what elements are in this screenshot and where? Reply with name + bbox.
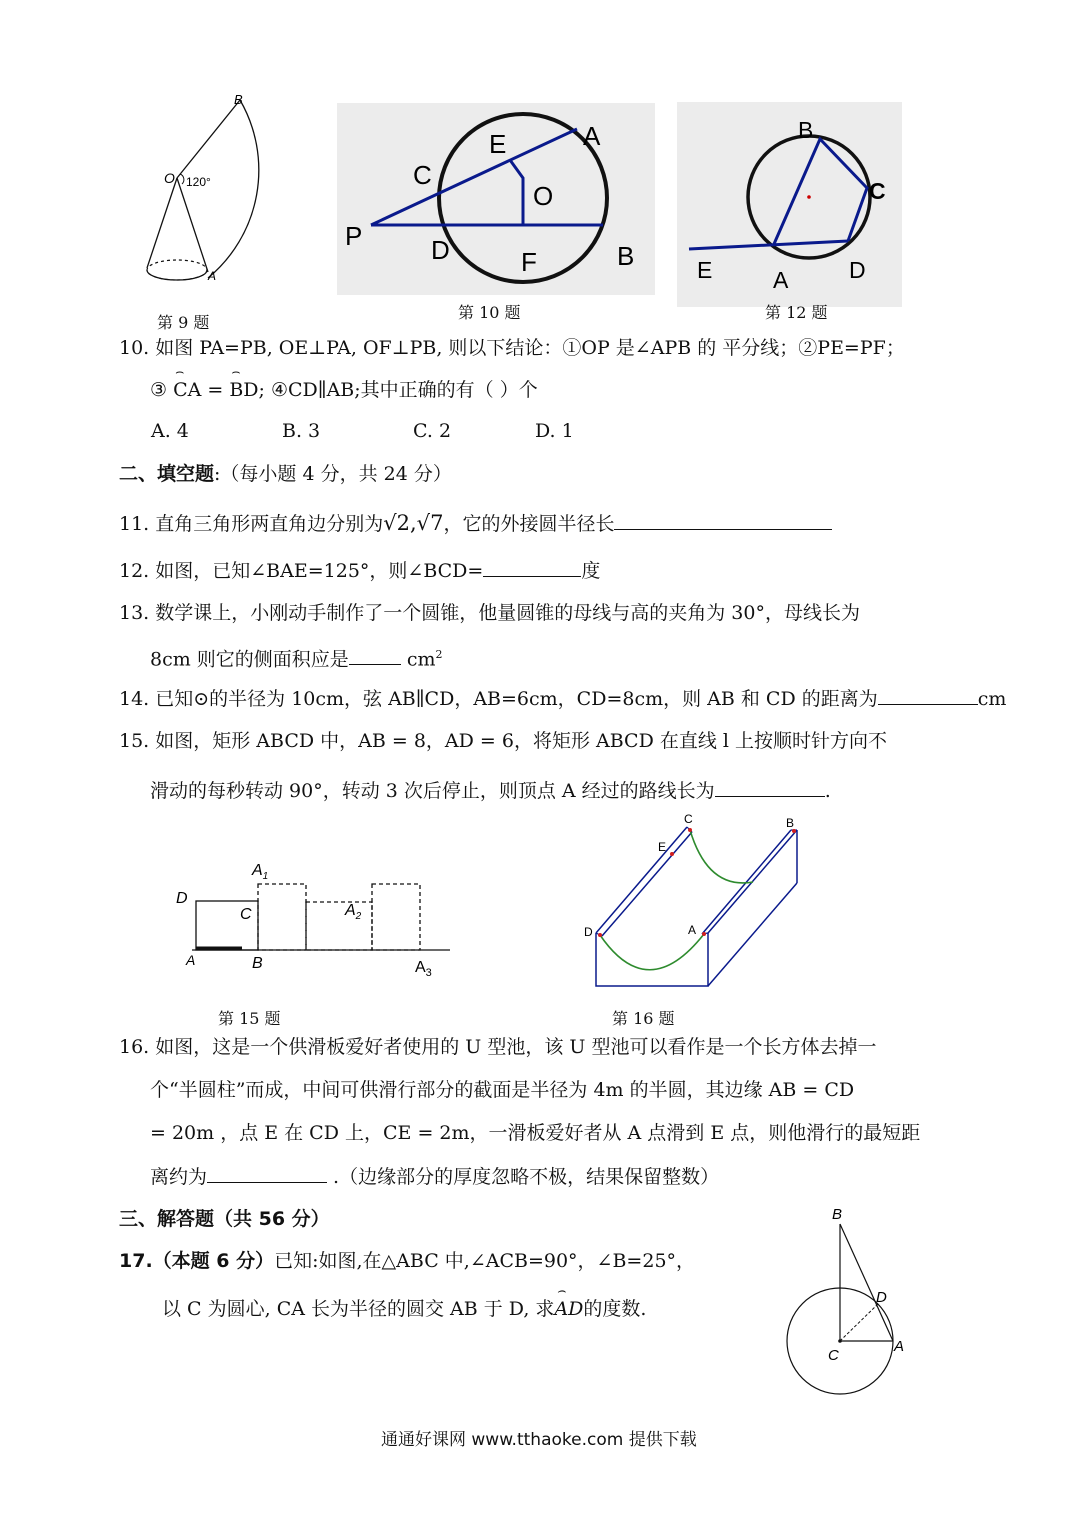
fig9-label-angle: 120° bbox=[186, 175, 211, 189]
q13-unit-sup: 2 bbox=[435, 648, 443, 661]
q13-text: 8cm 则它的侧面积应是 bbox=[150, 648, 349, 671]
q10-option-a: A. 4 bbox=[151, 420, 189, 442]
q11-answer-blank[interactable] bbox=[614, 511, 832, 530]
q10-option-c: C. 2 bbox=[413, 420, 452, 442]
q12-answer-blank[interactable] bbox=[483, 558, 581, 577]
fig16-label-a: A bbox=[688, 923, 697, 937]
q15-line2 bbox=[150, 778, 831, 803]
q16-text-b: .（边缘部分的厚度忽略不极，结果保留整数） bbox=[327, 1166, 720, 1188]
q10-arc-ca: ⌢ CA bbox=[173, 378, 201, 402]
fig15-label-d: D bbox=[176, 890, 188, 907]
q14-text: 14. 已知⊙的半径为 10cm，弦 AB∥CD，AB=6cm，CD=8cm，则 AB 和 CD 的距离为 bbox=[119, 688, 878, 710]
fig15-a3-letter: A bbox=[415, 959, 426, 976]
fig17-label-c: C bbox=[828, 1347, 839, 1364]
q10-line2-prefix: ③ bbox=[150, 379, 174, 401]
q14 bbox=[119, 686, 1006, 711]
q16-line4 bbox=[150, 1164, 719, 1189]
q16-line2: 个“半圆柱”而成，中间可供滑行部分的截面是半径为 4m 的半圆，其边缘 AB = CD bbox=[150, 1079, 855, 1101]
fig15-a1-letter: A bbox=[252, 862, 263, 879]
fig9-label-o: O bbox=[164, 170, 175, 186]
q16-line3: = 20m ，点 E 在 CD 上，CE = 2m，一滑板爱好者从 A 点滑到 E 点，则他滑行的最短距 bbox=[150, 1122, 921, 1144]
fig10-label-c: C bbox=[413, 160, 432, 190]
q13-line1: 13. 数学课上，小刚动手制作了一个圆锥，他量圆锥的母线与高的夹角为 30°，母线长为 bbox=[119, 602, 860, 624]
q14-answer-blank[interactable] bbox=[878, 686, 978, 705]
fig15-label-a1 bbox=[251, 862, 268, 882]
fig10-label-f: F bbox=[521, 247, 537, 277]
q10-line2-suffix: ; ④CD∥AB;其中正确的有（ ）个 bbox=[258, 379, 538, 401]
fig15-a3-sub: 3 bbox=[425, 967, 432, 979]
footer-source: 通通好课网 www.tthaoke.com 提供下载 bbox=[381, 1430, 697, 1450]
fig17-label-a: A bbox=[894, 1338, 905, 1355]
q12-text-b: 度 bbox=[581, 560, 601, 582]
fig15-label-b: B bbox=[252, 955, 263, 972]
q11-text-a: 11. 直角三角形两直角边分别为 bbox=[119, 513, 384, 535]
q10-arc-bd: ⌢ BD bbox=[229, 378, 258, 402]
fig16-caption: 第 16 题 bbox=[612, 1009, 675, 1028]
fig10-label-o: O bbox=[533, 181, 554, 211]
figure-17 bbox=[770, 1200, 920, 1400]
fig9-label-b: B bbox=[234, 92, 243, 107]
q15-text: 滑动的每秒转动 90°，转动 3 次后停止，则顶点 A 经过的路线长为 bbox=[150, 780, 715, 802]
section2-note: :（每小题 4 分，共 24 分） bbox=[214, 463, 452, 485]
figure-10 bbox=[337, 103, 655, 295]
fig15-caption: 第 15 题 bbox=[218, 1009, 281, 1028]
fig17-label-d: D bbox=[876, 1289, 887, 1306]
q10-option-d: D. 1 bbox=[535, 420, 574, 442]
fig10-label-p: P bbox=[345, 221, 363, 251]
q10-line1: 10. 如图 PA=PB, OE⊥PA, OF⊥PB, 则以下结论：①OP 是∠APB 的 平分线；②PE=PF； bbox=[119, 337, 905, 359]
q10-option-b: B. 3 bbox=[282, 420, 321, 442]
fig10-label-e: E bbox=[489, 129, 507, 159]
q13-line2 bbox=[150, 643, 443, 671]
q17-arc-ad: ⌢ AD bbox=[554, 1297, 583, 1321]
fig9-caption: 第 9 题 bbox=[157, 313, 210, 332]
fig15-label-a: A bbox=[186, 952, 196, 968]
fig9-label-a: A bbox=[208, 269, 217, 283]
q16-text-a: 离约为 bbox=[150, 1166, 208, 1188]
q17-line1 bbox=[119, 1249, 695, 1273]
fig12-label-e: E bbox=[697, 257, 713, 283]
fig12-caption: 第 12 题 bbox=[765, 303, 828, 322]
fig15-a2-sub: 2 bbox=[355, 911, 362, 922]
section2-heading bbox=[119, 462, 452, 486]
fig12-label-b: B bbox=[798, 117, 814, 143]
fig10-caption: 第 10 题 bbox=[458, 303, 521, 322]
fig15-label-a3 bbox=[415, 959, 432, 979]
q11 bbox=[119, 511, 832, 536]
figure-16 bbox=[578, 810, 808, 990]
q11-math: √2,√7 bbox=[383, 511, 444, 535]
fig12-label-c: C bbox=[869, 178, 886, 204]
fig15-a1-sub: 1 bbox=[262, 871, 269, 882]
q10-equals: = bbox=[201, 379, 230, 401]
q10-line2 bbox=[150, 378, 538, 402]
fig16-label-b: B bbox=[786, 816, 795, 830]
q13-answer-blank[interactable] bbox=[349, 646, 401, 665]
q17-text: 已知:如图,在△ABC 中,∠ACB=90°，∠B=25°， bbox=[274, 1250, 696, 1272]
q12-text-a: 12. 如图，已知∠BAE=125°，则∠BCD= bbox=[119, 560, 484, 582]
section3-title: 三、解答题（共 56 分） bbox=[119, 1208, 330, 1230]
fig12-label-d: D bbox=[849, 257, 866, 283]
q11-text-b: ，它的外接圆半径长 bbox=[443, 513, 615, 535]
q16-answer-blank[interactable] bbox=[207, 1164, 327, 1183]
figure-9 bbox=[130, 90, 270, 290]
q17-text-a: 以 C 为圆心, CA 长为半径的圆交 AB 于 D, 求 bbox=[162, 1298, 555, 1320]
fig16-label-c: C bbox=[684, 812, 693, 826]
fig12-label-a: A bbox=[773, 267, 789, 293]
figure-12 bbox=[677, 102, 902, 307]
q15-answer-blank[interactable] bbox=[715, 778, 825, 797]
fig16-label-d: D bbox=[584, 925, 593, 939]
section2-title: 二、填空题 bbox=[119, 463, 215, 485]
q13-unit: cm bbox=[406, 648, 436, 671]
q14-unit: cm bbox=[977, 688, 1007, 710]
fig10-label-d: D bbox=[431, 235, 450, 265]
q15-period: . bbox=[824, 780, 831, 802]
q17-line2 bbox=[162, 1297, 646, 1321]
fig15-a2-letter: A bbox=[345, 902, 356, 919]
fig10-label-b: B bbox=[617, 241, 635, 271]
q17-text-b: 的度数. bbox=[583, 1298, 647, 1320]
q17-head: 17.（本题 6 分） bbox=[119, 1250, 275, 1272]
fig15-label-c: C bbox=[240, 906, 252, 923]
q12 bbox=[119, 558, 600, 583]
fig10-label-a: A bbox=[583, 121, 601, 151]
fig17-label-b: B bbox=[832, 1206, 843, 1223]
q16-line1: 16. 如图，这是一个供滑板爱好者使用的 U 型池，该 U 型池可以看作是一个长方体去掉一 bbox=[119, 1036, 877, 1058]
figure-15 bbox=[170, 855, 455, 985]
fig16-label-e: E bbox=[658, 840, 667, 854]
q15-line1: 15. 如图，矩形 ABCD 中，AB = 8，AD = 6，将矩形 ABCD 在直线 l 上按顺时针方向不 bbox=[119, 730, 887, 752]
fig15-label-a2 bbox=[344, 902, 362, 922]
